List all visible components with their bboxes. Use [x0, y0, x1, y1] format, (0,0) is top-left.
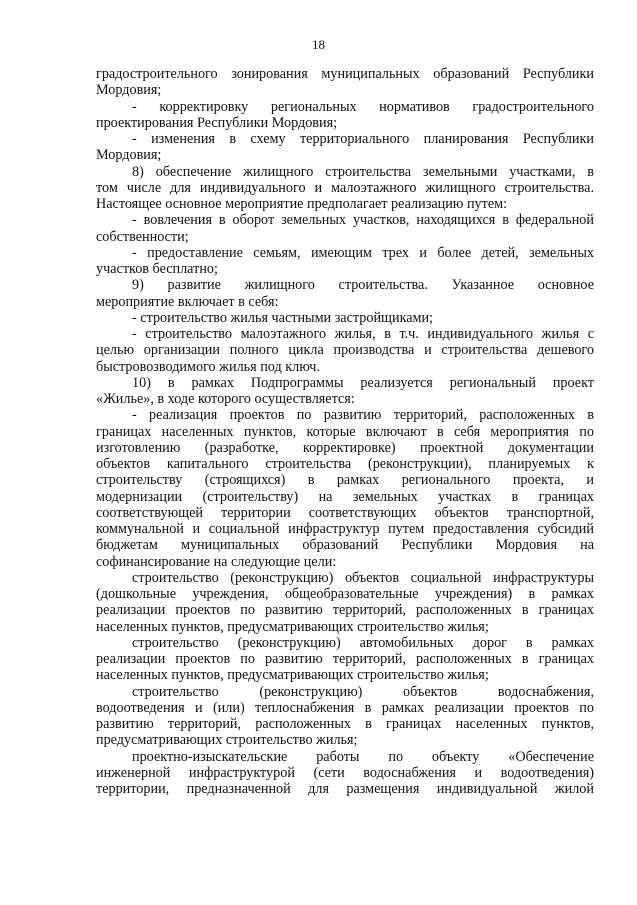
text-line: - реализация проектов по развитию территорий, расположенных в: [132, 407, 594, 424]
page-number: 18: [312, 37, 325, 52]
text-line: собственности;: [96, 228, 189, 245]
text-line: развитию территорий, расположенных в границах населенных пунктов,: [96, 716, 594, 732]
text-line: - строительство малоэтажного жилья, в т.ч. индивидуального жилья с: [132, 326, 594, 342]
text-line: реализации проектов по развитию территорий, расположенных в границах: [96, 651, 594, 667]
text-line: объектов капитального строительства (реконструкции), планируемых к: [96, 456, 594, 472]
text-line: быстровозводимого жилья под ключ.: [96, 358, 320, 375]
text-line: бюджетам муниципальных образований Республики Мордовия на: [96, 537, 594, 554]
text-line: - вовлечения в оборот земельных участков, находящихся в федеральной: [132, 212, 594, 229]
text-line: населенных пунктов, предусматривающих строительство жилья;: [96, 667, 489, 684]
text-line: том числе для индивидуального и малоэтажного жилищного строительства.: [96, 179, 594, 196]
text-line: территории, предназначенной для размещения индивидуальной жилой: [96, 781, 594, 797]
text-line: строительству (строящихся) в рамках регионального проекта, и: [96, 472, 594, 489]
text-line: мероприятие включает в себя:: [96, 293, 279, 310]
document-body: [96, 66, 594, 797]
text-line: изготовлению (разработке, корректировке) проектной документации: [96, 439, 594, 456]
text-line: строительство (реконструкцию) объектов социальной инфраструктуры: [132, 569, 594, 586]
text-line: границах населенных пунктов, которые включают в себя мероприятия по: [96, 423, 594, 440]
text-line: модернизации (строительству) на земельных участках в границах: [96, 488, 594, 505]
text-line: строительство (реконструкцию) автомобильных дорог в рамках: [132, 634, 594, 651]
text-line: - изменения в схему территориального планирования Республики: [132, 131, 594, 147]
text-line: - строительство жилья частными застройщиками;: [132, 309, 434, 326]
text-line: участков бесплатно;: [96, 261, 218, 277]
text-line: 9) развитие жилищного строительства. Указанное основное: [132, 277, 594, 294]
text-line: строительство (реконструкцию) объектов водоснабжения,: [132, 683, 594, 700]
text-line: инженерной инфраструктурой (сети водоснабжения и водоотведения): [96, 764, 594, 781]
text-line: (дошкольные учреждения, общеобразовательные учреждения) в рамках: [96, 586, 594, 602]
text-line: проектно-изыскательские работы по объекту «Обеспечение: [132, 748, 594, 765]
text-line: коммунальной и социальной инфраструктур путем предоставления субсидий: [96, 521, 594, 537]
text-line: целью организации полного цикла производства и строительства дешевого: [96, 342, 594, 359]
text-line: Настоящее основное мероприятие предполагает реализацию путем:: [96, 196, 508, 212]
text-line: соответствующей территории соответствующих объектов транспортной,: [96, 504, 594, 521]
text-line: Мордовия;: [96, 82, 162, 99]
text-line: 10) в рамках Подпрограммы реализуется региональный проект: [132, 374, 594, 391]
text-line: градостроительного зонирования муниципальных образований Республики: [96, 66, 594, 82]
text-line: - корректировку региональных нормативов градостроительного: [132, 98, 594, 115]
text-line: 8) обеспечение жилищного строительства земельными участками, в: [132, 163, 594, 180]
text-line: - предоставление семьям, имеющим трех и более детей, земельных: [132, 244, 594, 261]
text-line: проектирования Республики Мордовия;: [96, 114, 338, 131]
text-line: водоотведения и (или) теплоснабжения в рамках реализации проектов по: [96, 699, 594, 716]
text-line: предусматривающих строительство жилья;: [96, 732, 358, 749]
text-line: «Жилье», в ходе которого осуществляется:: [96, 391, 355, 407]
text-line: населенных пунктов, предусматривающих строительство жилья;: [96, 618, 489, 635]
text-line: реализации проектов по развитию территорий, расположенных в границах: [96, 602, 594, 619]
text-line: софинансирование на следующие цели:: [96, 553, 337, 570]
text-line: Мордовия;: [96, 147, 162, 164]
